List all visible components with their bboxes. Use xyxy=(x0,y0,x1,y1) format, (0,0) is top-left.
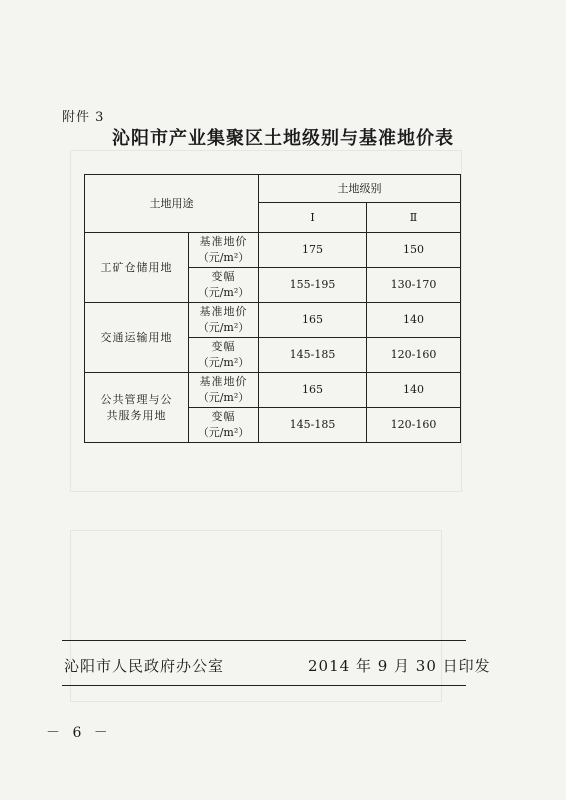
header-grade-2: Ⅱ xyxy=(367,203,461,233)
table-row xyxy=(85,233,461,268)
sub-label-cell xyxy=(189,233,259,268)
header-land-grade: 土地级别 xyxy=(259,175,461,203)
table-header-row xyxy=(85,175,461,203)
header-grade-1: Ⅰ xyxy=(259,203,367,233)
issue-date: 2014 年 9 月 30 日印发 xyxy=(308,657,491,675)
value-cell: 165 xyxy=(259,303,367,338)
issuer-label: 沁阳市人民政府办公室 xyxy=(64,657,225,675)
sub-label-cell xyxy=(189,338,259,373)
land-use-cell xyxy=(85,233,189,303)
value-cell: 145-185 xyxy=(259,408,367,443)
page-number: － 6 － xyxy=(46,725,112,741)
unit-label: （元/m²） xyxy=(197,391,250,404)
range-label: 变幅 xyxy=(211,270,236,284)
attachment-label: 附件 3 xyxy=(62,110,105,125)
land-use-label: 交通运输用地 xyxy=(100,330,173,344)
range-label: 变幅 xyxy=(211,410,236,424)
unit-label: （元/m²） xyxy=(197,356,250,369)
value-cell: 145-185 xyxy=(259,338,367,373)
value-cell: 165 xyxy=(259,373,367,408)
land-use-label: 工矿仓储用地 xyxy=(100,260,173,274)
value-cell: 120-160 xyxy=(367,408,461,443)
land-use-cell xyxy=(85,373,189,443)
sub-label-cell xyxy=(189,268,259,303)
value-cell: 130-170 xyxy=(367,268,461,303)
base-price-label: 基准地价 xyxy=(199,375,248,389)
land-use-cell xyxy=(85,303,189,373)
header-land-use: 土地用途 xyxy=(85,175,259,233)
footer-rule-bottom xyxy=(62,685,466,686)
land-use-label: 公共管理与公共服务用地 xyxy=(100,392,173,422)
bleed-through-table-bottom xyxy=(70,530,442,702)
value-cell: 140 xyxy=(367,373,461,408)
value-cell: 175 xyxy=(259,233,367,268)
base-price-label: 基准地价 xyxy=(199,305,248,319)
sub-label-cell xyxy=(189,408,259,443)
unit-label: （元/m²） xyxy=(197,321,250,334)
sub-label-cell xyxy=(189,373,259,408)
base-price-label: 基准地价 xyxy=(199,235,248,249)
unit-label: （元/m²） xyxy=(197,251,250,264)
value-cell: 155-195 xyxy=(259,268,367,303)
range-label: 变幅 xyxy=(211,340,236,354)
value-cell: 140 xyxy=(367,303,461,338)
page-title: 沁阳市产业集聚区土地级别与基准地价表 xyxy=(112,128,454,149)
value-cell: 150 xyxy=(367,233,461,268)
land-price-table xyxy=(84,174,461,443)
table-row xyxy=(85,303,461,338)
value-cell: 120-160 xyxy=(367,338,461,373)
unit-label: （元/m²） xyxy=(197,286,250,299)
footer-rule-top xyxy=(62,640,466,641)
sub-label-cell xyxy=(189,303,259,338)
unit-label: （元/m²） xyxy=(197,426,250,439)
table-row xyxy=(85,373,461,408)
